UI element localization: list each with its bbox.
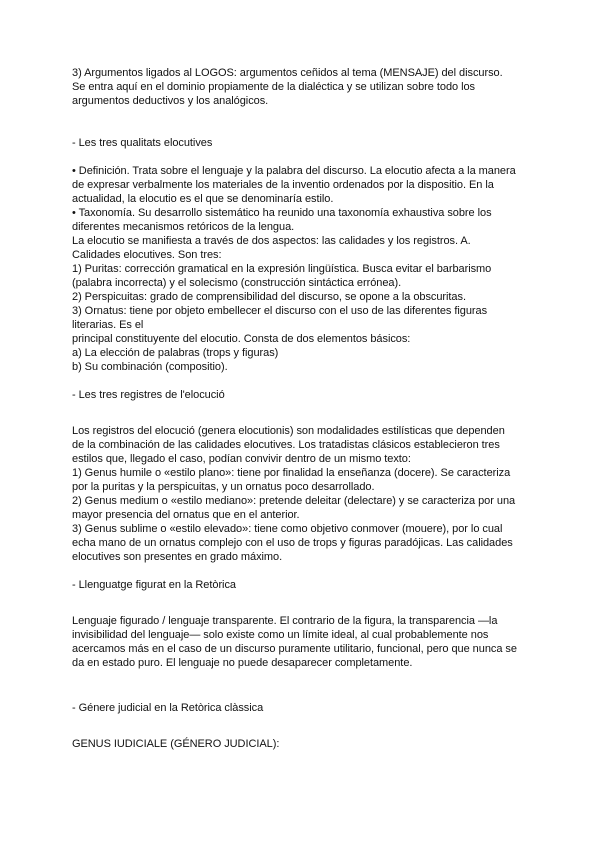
text-line: diferentes mecanismos retóricos de la lengua. [72, 221, 295, 233]
text-line: mayor presencia del ornatus que en el anterior. [72, 509, 300, 521]
text-line: • Definición. Trata sobre el lenguaje y la palabra del discurso. La elocutio afecta a la manera [72, 165, 516, 177]
text-line: de la combinación de las calidades elocutives. Los tratadistas clásicos establecieron tres [72, 439, 500, 451]
text-line: Los registros del elocució (genera elocutionis) son modalidades estilísticas que dependen [72, 425, 505, 437]
section-heading-qualitats: - Les tres qualitats elocutives [72, 137, 213, 149]
text-line: 3) Ornatus: tiene por objeto embellecer el discurso con el uso de las diferentes figuras [72, 305, 488, 317]
text-line: invisibilidad del lenguaje— solo existe como un límite ideal, al cual probablemente nos [72, 629, 489, 641]
text-line: literarias. Es el [72, 319, 144, 331]
text-line: de expresar verbalmente los materiales de la inventio ordenados por la dispositio. En la [72, 179, 494, 191]
text-line: a) La elección de palabras (trops y figuras) [72, 347, 279, 359]
text-line: Calidades elocutives. Son tres: [72, 249, 222, 261]
text-line: Se entra aquí en el dominio propiamente de la dialéctica y se utilizan sobre todo los [72, 81, 475, 93]
text-line: acercamos más en el caso de un discurso puramente utilitario, funcional, pero que nunca se [72, 643, 517, 655]
text-line: 2) Perspicuitas: grado de comprensibilidad del discurso, se opone a la obscuritas. [72, 291, 466, 303]
text-line: (palabra incorrecta) y el solecismo (construcción sintáctica errónea). [72, 277, 402, 289]
text-line: 1) Puritas: corrección gramatical en la expresión lingüística. Busca evitar el barbarismo [72, 263, 492, 275]
text-line: 1) Genus humile o «estilo plano»: tiene por finalidad la enseñanza (docere). Se caracteriza [72, 467, 511, 479]
text-line: 2) Genus medium o «estilo mediano»: pretende deleitar (delectare) y se caracteriza por una [72, 495, 516, 507]
text-line: estilos que, llegado el caso, podían convivir dentro de un mismo texto: [72, 453, 411, 465]
section-heading-llenguatge: - Llenguatge figurat en la Retòrica [72, 579, 236, 591]
section-heading-registres: - Les tres registres de l'elocució [72, 389, 225, 401]
text-line: principal constituyente del elocutio. Consta de dos elementos básicos: [72, 333, 411, 345]
text-line: argumentos deductivos y los analógicos. [72, 95, 269, 107]
text-line: • Taxonomía. Su desarrollo sistemático ha reunido una taxonomía exhaustiva sobre los [72, 207, 492, 219]
section-heading-genere-judicial: - Génere judicial en la Retòrica clàssica [72, 702, 264, 714]
intro-paragraph [72, 66, 532, 108]
text-line: b) Su combinación (compositio). [72, 361, 228, 373]
text-line: Lenguaje figurado / lenguaje transparente. El contrario de la figura, la transparencia —la [72, 615, 498, 627]
qualitats-body [72, 164, 532, 374]
genus-iudiciale-title: GENUS IUDICIALE (GÉNERO JUDICIAL): [72, 738, 280, 750]
text-line: 3) Argumentos ligados al LOGOS: argumentos ceñidos al tema (MENSAJE) del discurso. [72, 67, 503, 79]
text-line: por la puritas y la perspicuitas, y un ornatus poco desarrollado. [72, 481, 375, 493]
registres-body [72, 424, 532, 564]
text-line: La elocutio se manifiesta a través de dos aspectos: las calidades y los registros. A. [72, 235, 471, 247]
text-line: actualidad, la elocutio es el que se denominaría estilo. [72, 193, 334, 205]
text-line: echa mano de un ornatus complejo con el uso de trops y figuras paradójicas. Las calidades [72, 537, 513, 549]
text-line: elocutives son presentes en grado máximo. [72, 551, 283, 563]
llenguatge-body [72, 614, 532, 670]
text-line: da en estado puro. El lenguaje no puede desaparecer completamente. [72, 657, 413, 669]
text-line: 3) Genus sublime o «estilo elevado»: tiene como objetivo conmover (mouere), por lo cual [72, 523, 503, 535]
document-page [72, 66, 532, 751]
